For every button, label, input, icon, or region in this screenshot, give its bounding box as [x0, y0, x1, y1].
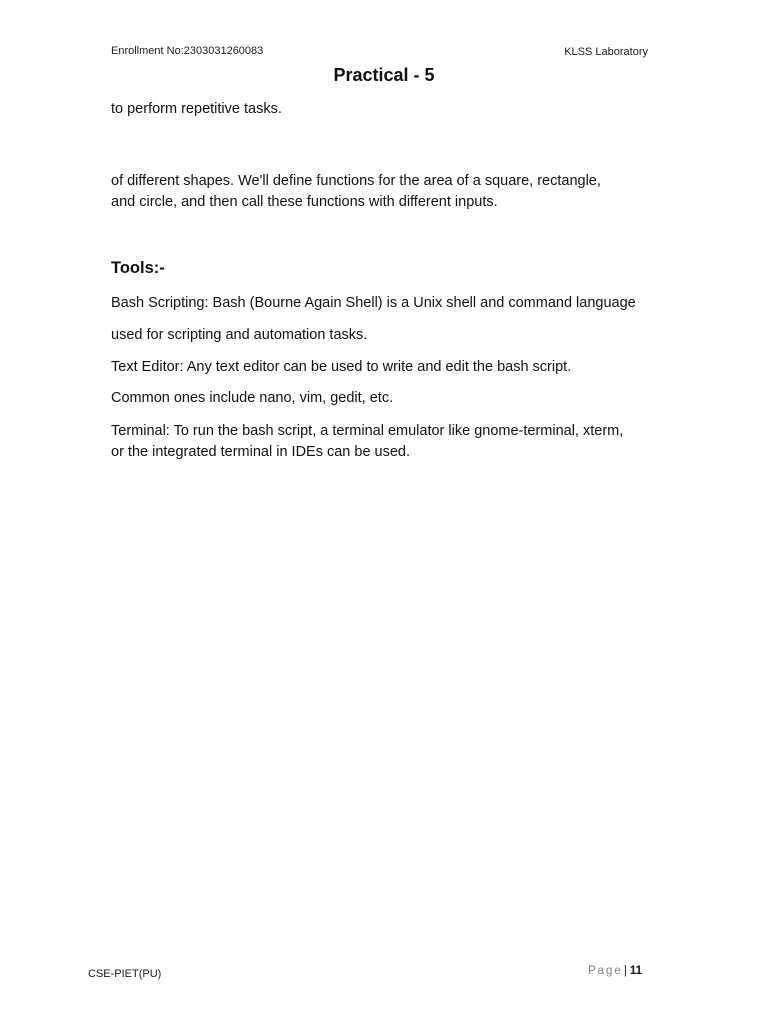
bash-line-1: Bash Scripting: Bash (Bourne Again Shell) is a Unix shell and command language — [111, 295, 636, 311]
shapes-line-1: of different shapes. We'll define functions for the area of a square, rectangle, — [111, 173, 601, 189]
tools-heading: Tools:- — [111, 259, 165, 277]
footer-department: CSE-PIET(PU) — [88, 968, 162, 980]
header-lab-name: KLSS Laboratory — [564, 46, 648, 58]
intro-line: to perform repetitive tasks. — [111, 101, 282, 117]
header-enrollment: Enrollment No:2303031260083 — [111, 45, 264, 57]
footer-page-number: 11 — [629, 965, 642, 977]
bash-paragraph — [111, 293, 671, 314]
page-title: Practical - 5 — [333, 65, 435, 85]
editor-line-1: Text Editor: Any text editor can be used to write and edit the bash script. — [111, 359, 572, 375]
editor-line-2: Common ones include nano, vim, gedit, etc. — [111, 390, 394, 406]
shapes-paragraph — [111, 171, 671, 213]
bash-paragraph-cont — [111, 325, 671, 346]
terminal-line-2: or the integrated terminal in IDEs can be used. — [111, 444, 411, 460]
footer-page-indicator — [588, 965, 642, 977]
intro-paragraph — [111, 99, 671, 120]
terminal-paragraph — [111, 421, 671, 463]
bash-line-2: used for scripting and automation tasks. — [111, 327, 368, 343]
shapes-line-2: and circle, and then call these functions with different inputs. — [111, 194, 498, 210]
footer-separator: | — [623, 965, 627, 977]
editor-paragraph-cont — [111, 388, 671, 409]
terminal-line-1: Terminal: To run the bash script, a terminal emulator like gnome-terminal, xterm, — [111, 423, 624, 439]
footer-page-word: Page — [587, 965, 623, 977]
editor-paragraph — [111, 357, 671, 378]
